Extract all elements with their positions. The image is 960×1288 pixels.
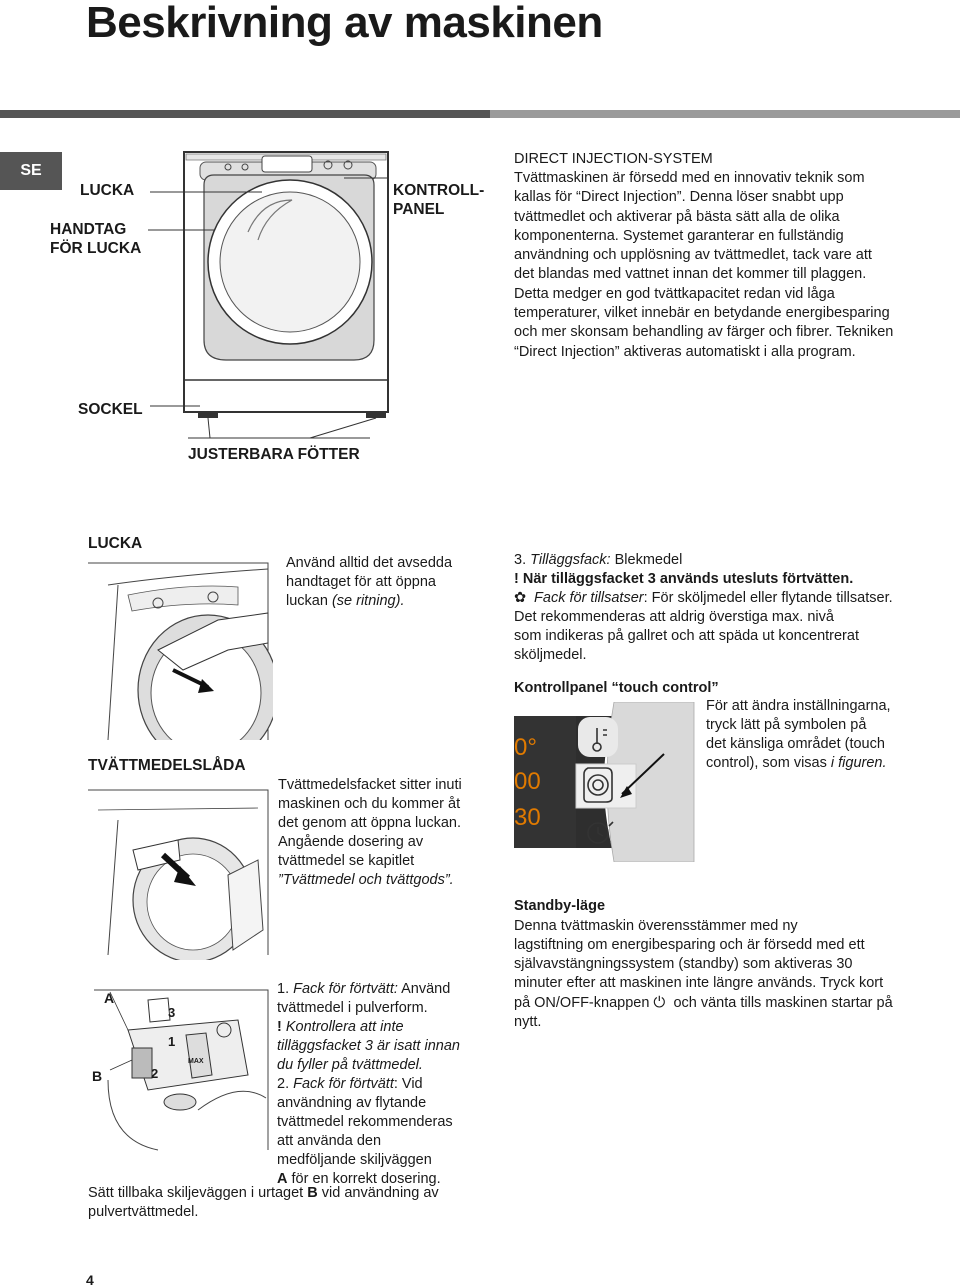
- text-line: Detta medger en god tvättkapacitet redan vid låga: [514, 285, 835, 302]
- text-line: du fyller på tvättmedel.: [277, 1057, 423, 1073]
- tvattmedelslada-heading: TVÄTTMEDELSLÅDA: [88, 757, 246, 774]
- text-line: användning av flytande: [277, 1095, 427, 1111]
- drawer-label-3: 3: [168, 1005, 176, 1020]
- text-line: tryck lätt på symbolen på: [706, 717, 867, 733]
- text-line: ! När tilläggsfacket 3 används utesluts förtvätten.: [514, 571, 854, 587]
- drawer-label-max: MAX: [188, 1058, 204, 1065]
- text-span: för en korrekt dosering.: [287, 1171, 441, 1187]
- text-line: självavstängningssystem (standby) som aktiveras 30: [514, 956, 853, 972]
- header-divider: [0, 110, 960, 118]
- text-line: medföljande skiljväggen: [277, 1152, 432, 1168]
- display-temperature: 0°: [514, 734, 537, 761]
- text-line: [706, 754, 891, 773]
- text-line: kallas för “Direct Injection”. Denna löser snabbt upp: [514, 189, 844, 206]
- tillaggsfack-text: [514, 551, 934, 665]
- text-line: tvättmedlet och aktiverar på bästa sätt alla de olika: [514, 208, 840, 225]
- text-line: [88, 1184, 439, 1203]
- text-line: temperaturer, vilket innebär en betydande energibesparing: [514, 305, 890, 322]
- tvattmedelslada-text: [278, 776, 462, 890]
- display-spin: 00: [514, 768, 541, 795]
- text-span: i figuren.: [830, 755, 887, 771]
- text-line: som indikeras på gallret och att späda ut koncentrerat: [514, 628, 859, 644]
- text-line: tilläggsfacket 3 är isatt innan: [277, 1038, 460, 1054]
- text-line: [286, 592, 452, 611]
- text-line: det blandas med vattnet innan det kommer till plaggen.: [514, 266, 867, 283]
- text-span: Kontrollera att inte: [285, 1019, 404, 1035]
- text-line: maskinen och du kommer åt: [278, 796, 461, 812]
- direct-injection-section: [514, 150, 934, 362]
- text-line: nytt.: [514, 1014, 542, 1030]
- text-line: att använda den: [277, 1133, 382, 1149]
- drawer-label-a: A: [104, 990, 115, 1006]
- text-line: komponenterna. Systemet garanterar en fullständig: [514, 227, 844, 244]
- text-span: !: [277, 1019, 286, 1035]
- page-number: 4: [86, 1272, 94, 1288]
- text-line: tvättmedel i pulverform.: [277, 1000, 428, 1016]
- touch-control-panel-illustration: [514, 702, 704, 862]
- display-time: 30: [514, 804, 541, 831]
- text-span: 3.: [514, 552, 531, 568]
- text-span: control), som visas: [706, 755, 831, 771]
- text-span: på ON/OFF-knappen: [514, 995, 654, 1011]
- standby-heading: Standby-läge: [514, 898, 606, 914]
- text-line: lagstiftning om energibesparing och är försedd med ett: [514, 937, 865, 953]
- text-line: Tvättmedelsfacket sitter inuti: [278, 777, 462, 793]
- text-line: Tvättmaskinen är försedd med en innovativ teknik som: [514, 170, 865, 186]
- text-span: Fack för förtvätt:: [293, 981, 398, 997]
- text-line: Använd alltid det avsedda: [286, 555, 453, 571]
- drawer-label-2: 2: [151, 1066, 159, 1081]
- text-span: Tilläggsfack:: [530, 552, 611, 568]
- text-line: tvättmedel rekommenderas: [277, 1114, 453, 1130]
- text-span: Blekmedel: [610, 552, 683, 568]
- text-line: Angående dosering av: [278, 834, 424, 850]
- label-handtag-line2: FÖR LUCKA: [50, 240, 142, 257]
- flower-icon: ✿: [514, 590, 527, 606]
- text-line: användning och upplösning av tvättmedlet, tack vare att: [514, 247, 872, 264]
- detergent-drawer-illustration: [88, 780, 273, 960]
- door-opening-illustration: [88, 555, 273, 740]
- text-line: minuter efter att maskinen inte längre används. Tryck kort: [514, 975, 884, 991]
- text-line: För att ändra inställningarna,: [706, 698, 891, 714]
- text-span: 2.: [277, 1076, 294, 1092]
- text-span: 1.: [277, 981, 294, 997]
- label-kontrollpanel-line2: PANEL: [393, 201, 445, 218]
- text-line: [514, 993, 934, 1013]
- text-line: [277, 980, 460, 999]
- label-justerbara-fotter: JUSTERBARA FÖTTER: [188, 446, 360, 463]
- kontrollpanel-text: [706, 697, 891, 773]
- text-span: Fack för förtvätt: [293, 1076, 394, 1092]
- fack-text-bottom: [88, 1184, 439, 1222]
- text-span: vid användning av: [317, 1185, 439, 1201]
- text-span: : Vid: [393, 1076, 423, 1092]
- drawer-label-1: 1: [168, 1034, 176, 1049]
- direct-injection-heading: DIRECT INJECTION-SYSTEM: [514, 151, 713, 167]
- text-line: pulvertvättmedel.: [88, 1204, 199, 1220]
- drawer-compartments-illustration: [88, 980, 273, 1155]
- language-tab: SE: [0, 152, 62, 190]
- text-span: (se ritning).: [331, 593, 405, 609]
- text-span: B: [307, 1185, 318, 1201]
- lucka-text: [286, 554, 452, 611]
- text-line: handtaget för att öppna: [286, 574, 436, 590]
- text-line: “Direct Injection” aktiveras automatiskt i alla program.: [514, 343, 856, 360]
- text-line: [514, 589, 934, 608]
- label-handtag-line1: HANDTAG: [50, 221, 127, 238]
- text-span: : För sköljmedel eller flytande tillsatser.: [643, 590, 893, 606]
- power-icon: ⏻: [653, 994, 666, 1011]
- text-line: och mer skonsam behandling av färger och fibrer. Tekniken: [514, 324, 894, 341]
- text-line: Det rekommenderas att aldrig överstiga max. nivå: [514, 609, 834, 625]
- lucka-heading: LUCKA: [88, 535, 143, 552]
- page-title: Beskrivning av maskinen: [86, 0, 603, 47]
- text-line: ”Tvättmedel och tvättgods”.: [278, 872, 454, 888]
- text-span: A: [277, 1171, 288, 1187]
- text-span: och vänta tills maskinen startar på: [669, 995, 893, 1011]
- text-line: [514, 551, 934, 570]
- label-kontrollpanel-line1: KONTROLL-: [393, 182, 485, 199]
- text-span: luckan: [286, 593, 332, 609]
- text-line: sköljmedel.: [514, 647, 587, 663]
- text-span: Fack för tillsatser: [530, 590, 644, 606]
- text-line: det genom att öppna luckan.: [278, 815, 461, 831]
- text-line: tvättmedel se kapitlet: [278, 853, 415, 869]
- kontrollpanel-heading: Kontrollpanel “touch control”: [514, 680, 719, 696]
- text-line: [277, 1075, 460, 1094]
- text-line: Denna tvättmaskin överensstämmer med ny: [514, 918, 798, 934]
- text-line: [277, 1018, 460, 1037]
- drawer-label-b: B: [92, 1068, 103, 1084]
- text-span: Sätt tillbaka skiljeväggen i urtaget: [88, 1185, 308, 1201]
- fack-text: [277, 980, 460, 1189]
- text-span: Använd: [397, 981, 451, 997]
- direct-injection-text: [514, 169, 934, 362]
- standby-text: [514, 917, 934, 1032]
- text-line: det känsliga området (touch: [706, 736, 885, 752]
- label-lucka: LUCKA: [80, 182, 135, 199]
- label-sockel: SOCKEL: [78, 401, 143, 418]
